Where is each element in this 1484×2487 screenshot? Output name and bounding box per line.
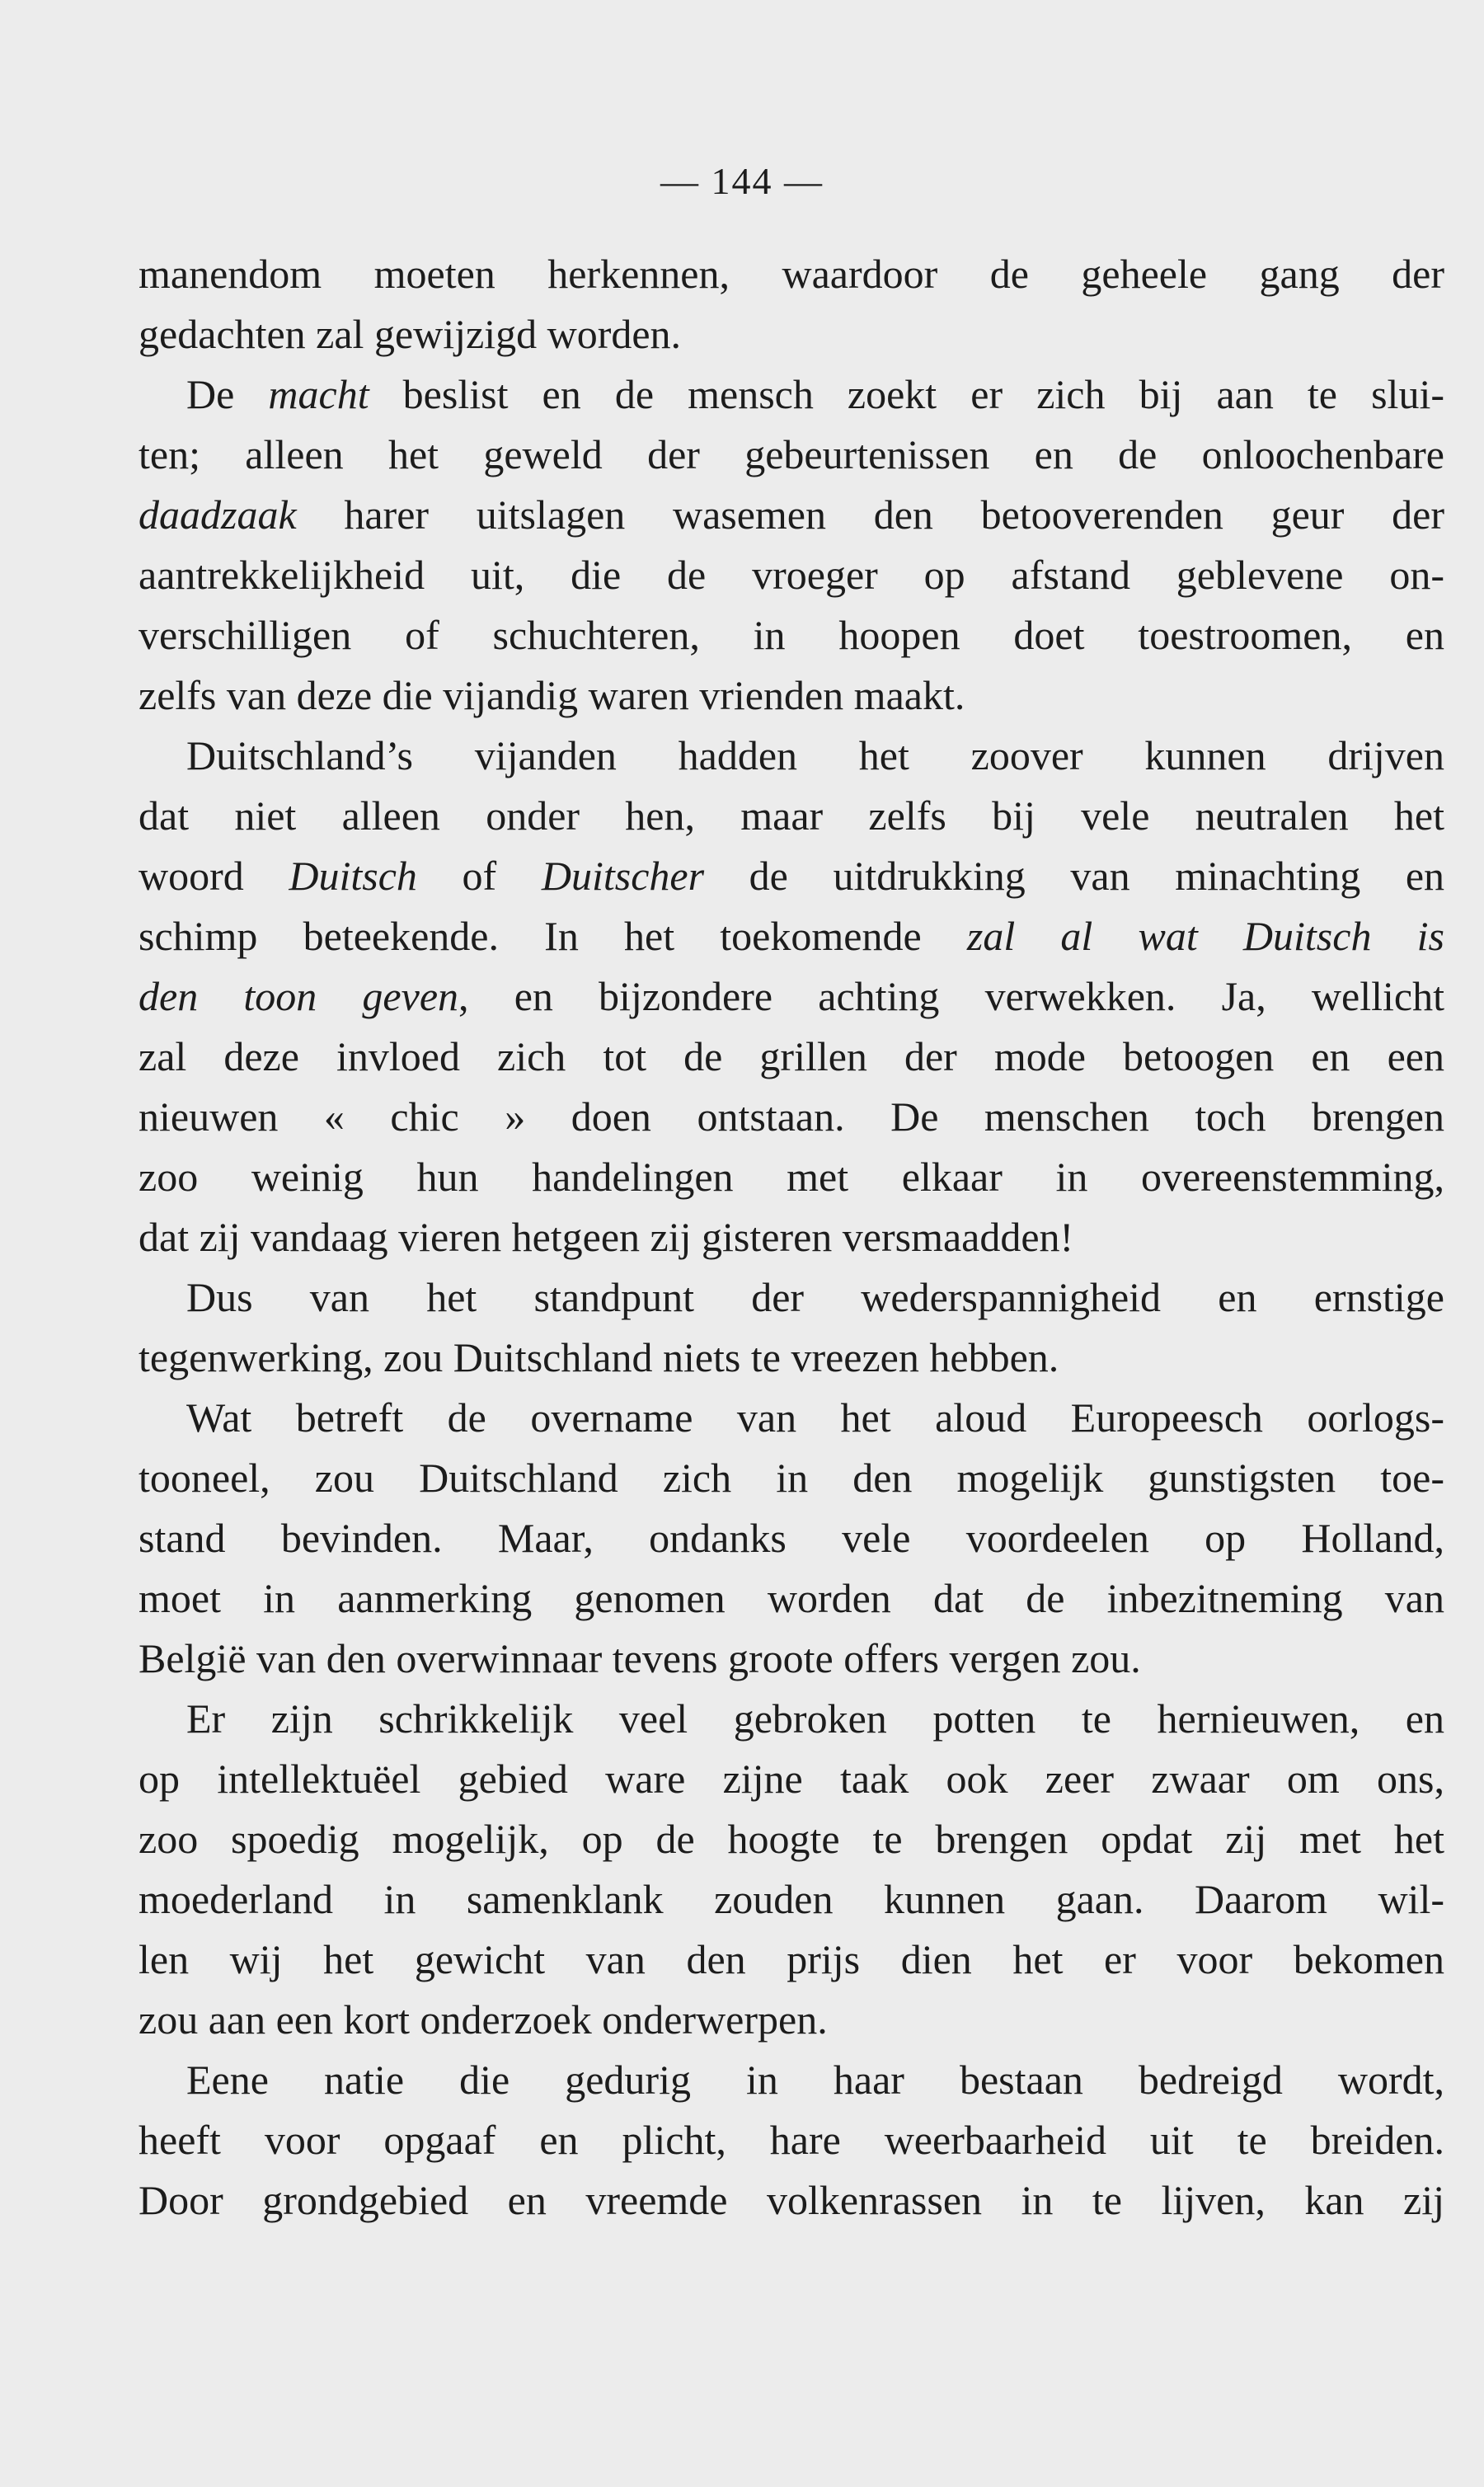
text-segment: zoo spoedig mogelijk, op de hoogte te brengen opdat zij met het xyxy=(139,1816,1444,1862)
text-segment: De xyxy=(186,371,269,417)
text-line xyxy=(139,1689,1444,1749)
text-segment: heeft voor opgaaf en plicht, hare weerbaarheid uit te breiden. xyxy=(139,2117,1444,2163)
text-line xyxy=(139,846,1444,906)
text-segment: de uitdrukking van minachting en xyxy=(704,853,1444,899)
text-line xyxy=(139,1809,1444,1869)
text-line xyxy=(139,966,1444,1027)
text-segment: woord xyxy=(139,853,289,899)
text-line xyxy=(139,1568,1444,1629)
text-segment: moederland in samenklank zouden kunnen gaan. Daarom wil- xyxy=(139,1876,1444,1922)
italic-text-segment: den toon geven xyxy=(139,973,459,1019)
text-segment: aantrekkelijkheid uit, die de vroeger op afstand geblevene on- xyxy=(139,552,1444,598)
text-segment: nieuwen « chic » doen ontstaan. De menschen toch brengen xyxy=(139,1093,1444,1140)
text-segment: schimp beteekende. In het toekomende xyxy=(139,913,967,959)
text-line xyxy=(139,364,1444,425)
text-line xyxy=(139,1087,1444,1147)
italic-text-segment: Duitscher xyxy=(541,853,705,899)
text-line xyxy=(139,1508,1444,1568)
text-line xyxy=(139,1990,1444,2050)
text-line xyxy=(139,605,1444,665)
text-line xyxy=(139,1629,1444,1689)
text-line xyxy=(139,1207,1444,1267)
italic-text-segment: macht xyxy=(268,371,369,417)
italic-text-segment: Duitsch xyxy=(289,853,417,899)
text-segment: België van den overwinnaar tevens groote offers vergen zou. xyxy=(139,1635,1141,1681)
text-line xyxy=(139,665,1444,726)
text-segment: stand bevinden. Maar, ondanks vele voordeelen op Holland, xyxy=(139,1515,1444,1561)
text-line xyxy=(139,2170,1444,2231)
text-segment: gedachten zal gewijzigd worden. xyxy=(139,311,682,357)
text-segment: Duitschland’s vijanden hadden het zoover kunnen drijven xyxy=(186,732,1444,778)
body-text xyxy=(139,244,1444,2231)
text-segment: tegenwerking, zou Duitschland niets te vreezen hebben. xyxy=(139,1334,1059,1380)
text-segment: tooneel, zou Duitschland zich in den mogelijk gunstigsten toe- xyxy=(139,1455,1444,1501)
page-number: — 144 — xyxy=(660,160,824,202)
text-line xyxy=(139,726,1444,786)
text-segment: manendom moeten herkennen, waardoor de geheele gang der xyxy=(139,251,1444,297)
text-line xyxy=(139,906,1444,966)
text-segment: of xyxy=(416,853,542,899)
text-line xyxy=(139,1930,1444,1990)
text-line xyxy=(139,485,1444,545)
text-segment: zou aan een kort onderzoek onderwerpen. xyxy=(139,1996,828,2043)
text-line xyxy=(139,1448,1444,1508)
italic-text-segment: daadzaak xyxy=(139,491,297,538)
text-segment: harer uitslagen wasemen den betooverenden geur der xyxy=(296,491,1444,538)
text-line xyxy=(139,244,1444,304)
text-line xyxy=(139,1869,1444,1930)
text-segment: moet in aanmerking genomen worden dat de inbezitneming van xyxy=(139,1575,1444,1621)
text-line xyxy=(139,1267,1444,1328)
italic-text-segment: zal al wat Duitsch is xyxy=(966,913,1444,959)
text-segment: dat zij vandaag vieren hetgeen zij gisteren versmaadden! xyxy=(139,1214,1074,1260)
text-segment: , en bijzondere achting verwekken. Ja, wellicht xyxy=(458,973,1444,1019)
text-segment: Er zijn schrikkelijk veel gebroken potten te hernieuwen, en xyxy=(186,1695,1444,1742)
text-line xyxy=(139,545,1444,605)
text-segment: len wij het gewicht van den prijs dien het er voor bekomen xyxy=(139,1936,1444,1982)
text-segment: op intellektuëel gebied ware zijne taak ook zeer zwaar om ons, xyxy=(139,1756,1444,1802)
text-line xyxy=(139,1749,1444,1809)
text-line xyxy=(139,1027,1444,1087)
text-segment: zoo weinig hun handelingen met elkaar in overeenstemming, xyxy=(139,1154,1444,1200)
text-line xyxy=(139,1328,1444,1388)
text-line xyxy=(139,1147,1444,1207)
text-segment: Eene natie die gedurig in haar bestaan bedreigd wordt, xyxy=(186,2057,1444,2103)
text-line xyxy=(139,786,1444,846)
text-line xyxy=(139,1388,1444,1448)
text-line xyxy=(139,2110,1444,2170)
text-segment: Wat betreft de overname van het aloud Europeesch oorlogs- xyxy=(186,1394,1444,1441)
text-segment: zelfs van deze die vijandig waren vrienden maakt. xyxy=(139,672,965,718)
text-segment: beslist en de mensch zoekt er zich bij aan te slui- xyxy=(369,371,1444,417)
text-segment: Door grondgebied en vreemde volkenrassen in te lijven, kan zij xyxy=(139,2177,1444,2223)
text-segment: ten; alleen het geweld der gebeurtenissen en de onloochenbare xyxy=(139,431,1444,477)
text-line xyxy=(139,2050,1444,2110)
text-segment: dat niet alleen onder hen, maar zelfs bij vele neutralen het xyxy=(139,792,1444,839)
text-line xyxy=(139,425,1444,485)
text-segment: verschilligen of schuchteren, in hoopen doet toestroomen, en xyxy=(139,612,1444,658)
text-segment: zal deze invloed zich tot de grillen der mode betoogen en een xyxy=(139,1033,1444,1079)
text-segment: Dus van het standpunt der wederspannigheid en ernstige xyxy=(186,1274,1444,1320)
text-line xyxy=(139,304,1444,364)
